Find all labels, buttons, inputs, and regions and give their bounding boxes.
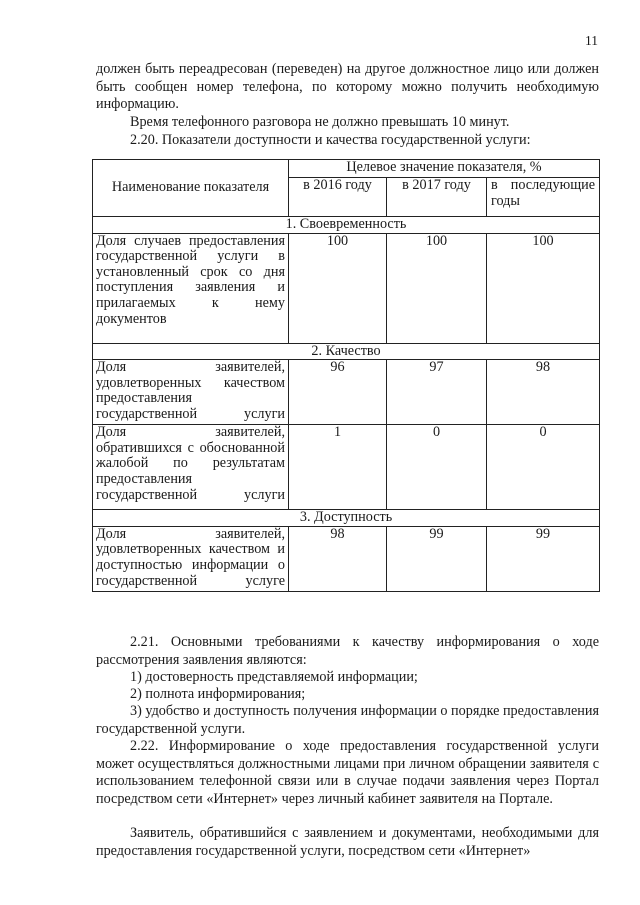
header-year-2017: в 2017 году: [387, 178, 487, 217]
value-later: 0: [487, 425, 600, 510]
section-2-20-title: 2.20. Показатели доступности и качества государственной услуги:: [130, 132, 531, 148]
header-target-cell: Целевое значение показателя, %: [289, 160, 600, 178]
value-2017: 99: [387, 526, 487, 591]
intro-paragraph: должен быть переадресован (переведен) на другое должностное лицо или должен быть сообщен номер телефона, по которому можно получить необходимую информацию.: [96, 61, 599, 113]
value-2017: 97: [387, 360, 487, 425]
row-label: Доля заявителей, удовлетворенных качеством предоставления государственной услуги: [93, 360, 289, 425]
header-year-later: в последующие годы: [487, 178, 600, 217]
value-2017: 100: [387, 233, 487, 343]
section-2-21-title: 2.21. Основными требованиями к качеству информирования о ходе рассмотрения заявления являются:: [96, 634, 599, 668]
requirement-item: 3) удобство и доступность получения информации о порядке предоставления государственной услуги.: [96, 703, 599, 737]
value-2016: 96: [289, 360, 387, 425]
row-label: Доля заявителей, удовлетворенных качеством и доступностью информации о государственной услуге: [93, 526, 289, 591]
value-2016: 1: [289, 425, 387, 510]
requirement-item: 2) полнота информирования;: [130, 686, 306, 702]
value-2016: 100: [289, 233, 387, 343]
value-2016: 98: [289, 526, 387, 591]
indicators-table: [92, 159, 600, 592]
value-later: 99: [487, 526, 600, 591]
value-later: 100: [487, 233, 600, 343]
requirement-item: 1) достоверность представляемой информации;: [130, 669, 418, 685]
row-label: Доля заявителей, обратившихся с обоснованной жалобой по результатам предоставления государственной услуги: [93, 425, 289, 510]
header-year-2016: в 2016 году: [289, 178, 387, 217]
page-number: 11: [585, 33, 598, 48]
table-row: [93, 360, 600, 425]
table-row: [93, 526, 600, 591]
section-title-quality: 2. Качество: [93, 343, 600, 360]
section-title-timeliness: 1. Своевременность: [93, 217, 600, 234]
section-2-22-text: 2.22. Информирование о ходе предоставления государственной услуги может осуществляться должностными лицами при личном обращении заявителя с использованием телефонной связи или в случае подачи заявления через Портал посредством сети «Интернет» через личный кабинет заявителя на Портале.: [96, 738, 599, 807]
table-row: [93, 425, 600, 510]
final-paragraph: Заявитель, обратившийся с заявлением и документами, необходимыми для предоставления государственной услуги, посредством сети «Интернет»: [96, 825, 599, 859]
table-row: [93, 233, 600, 343]
call-duration-note: Время телефонного разговора не должно превышать 10 минут.: [130, 114, 510, 130]
value-later: 98: [487, 360, 600, 425]
value-2017: 0: [387, 425, 487, 510]
header-name-cell: Наименование показателя: [93, 160, 289, 217]
row-label: Доля случаев предоставления государственной услуги в установленный срок со дня поступления заявления и прилагаемых к нему документов: [93, 233, 289, 343]
section-title-accessibility: 3. Доступность: [93, 510, 600, 527]
